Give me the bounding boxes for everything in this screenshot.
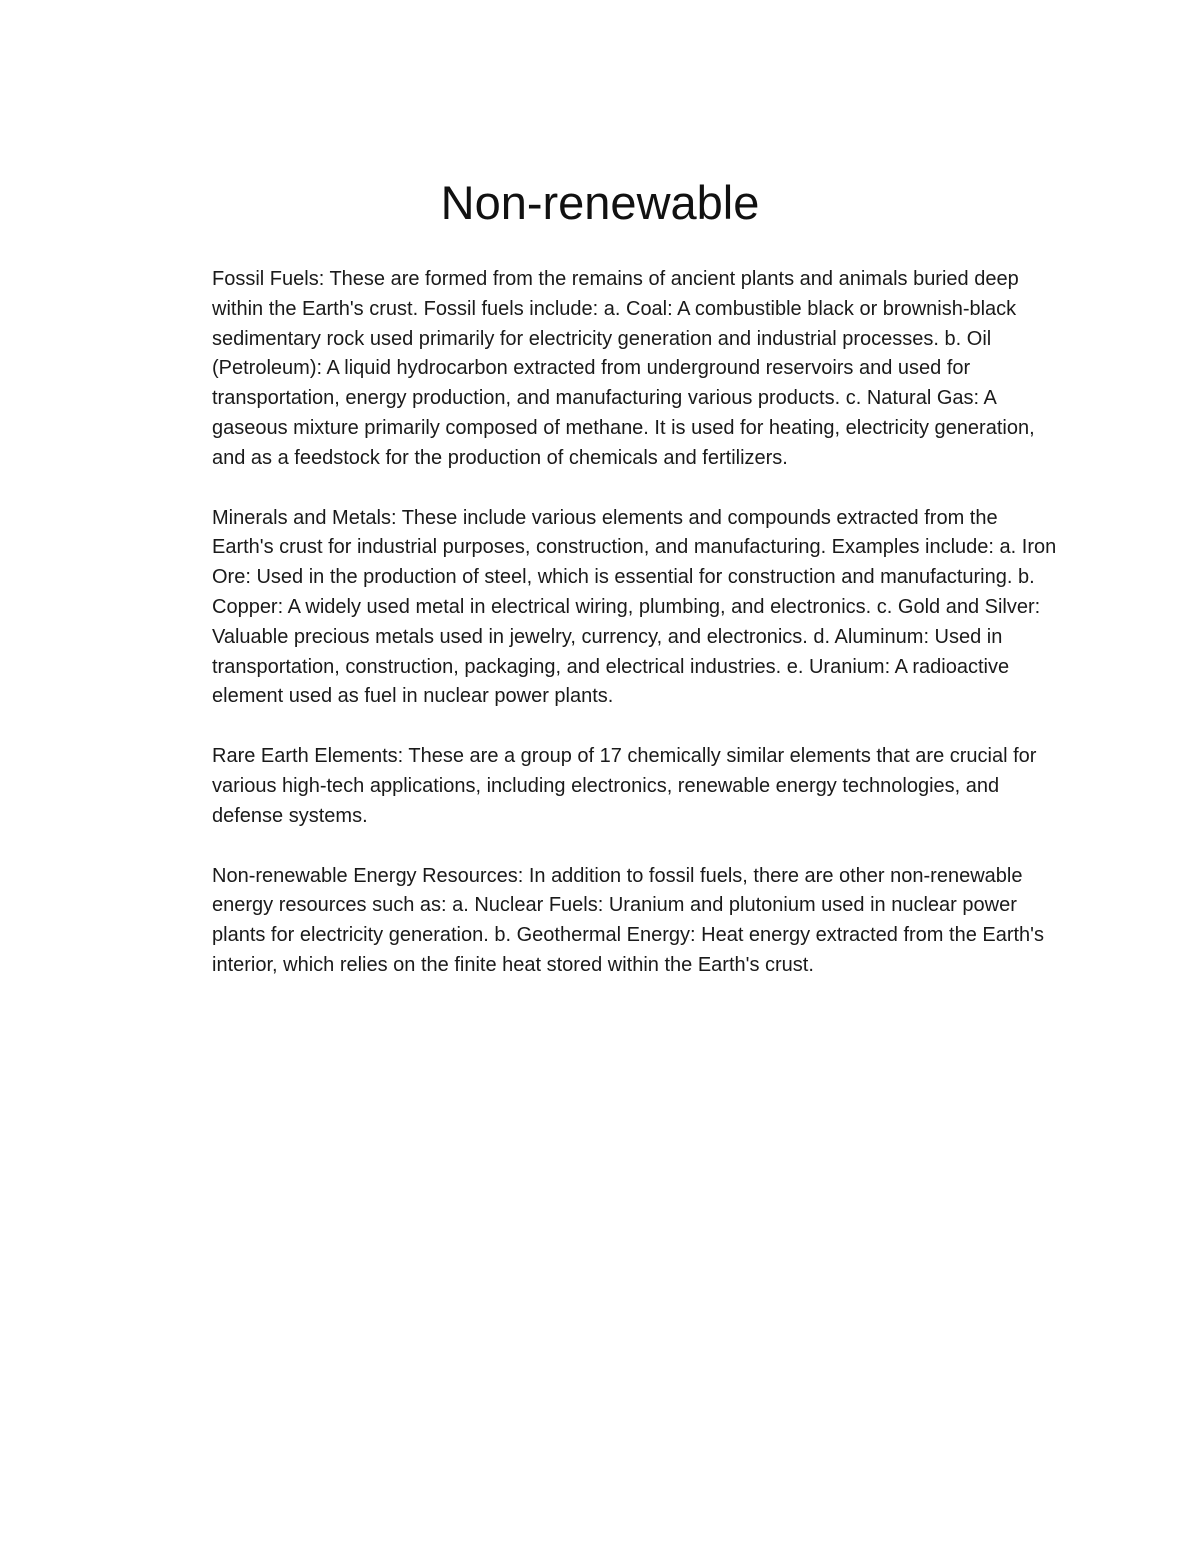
paragraph-fossil-fuels: Fossil Fuels: These are formed from the remains of ancient plants and animals buried deep within the Earth's crust. Fossil fuels include: a. Coal: A combustible black or brownish-black sedimentary rock used primarily for electricity generation and industrial processes. b. Oil (Petroleum): A liquid hydrocarbon extracted from underground reservoirs and used for transportation, energy production, and manufacturing various products. c. Natural Gas: A gaseous mixture primarily composed of methane. It is used for heating, electricity generation, and as a feedstock for the production of chemicals and fertilizers.	[212, 268, 1035, 469]
page-title: Non-renewable	[440, 176, 760, 229]
paragraph-rare-earth-elements: Rare Earth Elements: These are a group of 17 chemically similar elements that are crucial for various high-tech applications, including electronics, renewable energy technologies, and defense systems.	[212, 745, 1037, 827]
paragraph-non-renewable-energy-resources: Non-renewable Energy Resources: In addition to fossil fuels, there are other non-renewable energy resources such as: a. Nuclear Fuels: Uranium and plutonium used in nuclear power plants for electricity generation. b. Geothermal Energy: Heat energy extracted from the Earth's interior, which relies on the finite heat stored within the Earth's crust.	[212, 864, 1045, 976]
document-body	[212, 265, 1062, 1011]
paragraph-minerals-and-metals: Minerals and Metals: These include various elements and compounds extracted from the Earth's crust for industrial purposes, construction, and manufacturing. Examples include: a. Iron Ore: Used in the production of steel, which is essential for construction and manufacturing. b. Copper: A widely used metal in electrical wiring, plumbing, and electronics. c. Gold and Silver: Valuable precious metals used in jewelry, currency, and electronics. d. Aluminum: Used in transportation, construction, packaging, and electrical industries. e. Uranium: A radioactive element used as fuel in nuclear power plants.	[212, 506, 1057, 708]
